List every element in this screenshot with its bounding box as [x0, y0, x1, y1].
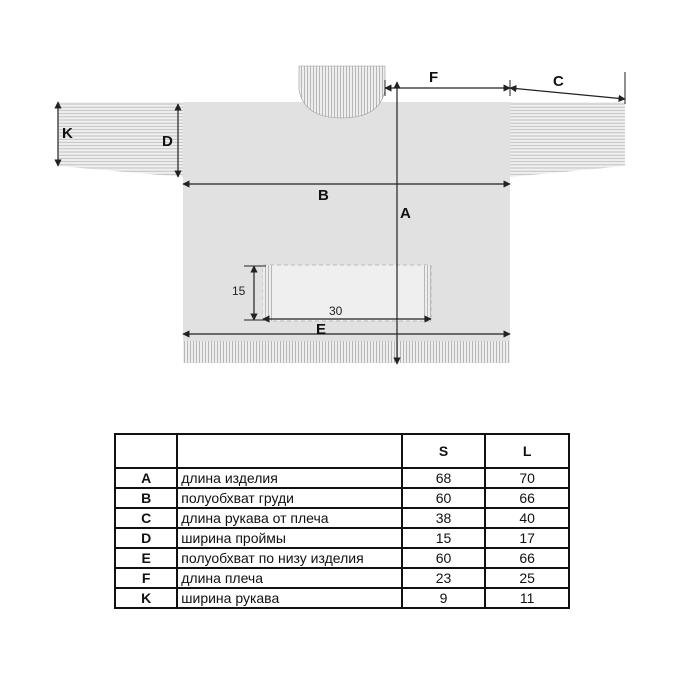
collar-ribbing [299, 66, 385, 118]
label-b: B [318, 187, 329, 204]
header-size-s: S [402, 434, 486, 468]
row-value-l: 66 [485, 548, 569, 568]
table-row [115, 568, 569, 588]
label-d: D [162, 133, 173, 150]
pocket-rib-left [263, 265, 272, 321]
table-row [115, 588, 569, 608]
row-code: B [115, 488, 177, 508]
table-row [115, 488, 569, 508]
row-code: D [115, 528, 177, 548]
row-value-s: 38 [402, 508, 486, 528]
label-f: F [429, 69, 439, 86]
label-c: C [553, 73, 564, 90]
row-name: полуобхват груди [177, 488, 401, 508]
pocket-rib-right [422, 265, 431, 321]
label-e: E [316, 321, 327, 338]
pocket-height-value: 15 [232, 284, 246, 298]
row-name: длина изделия [177, 468, 401, 488]
table-row [115, 468, 569, 488]
header-name-cell [177, 434, 401, 468]
row-value-s: 60 [402, 548, 486, 568]
right-sleeve [510, 102, 625, 177]
size-table [114, 433, 570, 609]
pocket-width-value: 30 [329, 304, 343, 318]
table-header-row [115, 434, 569, 468]
row-code: A [115, 468, 177, 488]
row-value-l: 40 [485, 508, 569, 528]
row-value-l: 11 [485, 588, 569, 608]
row-name: ширина рукава [177, 588, 401, 608]
row-value-l: 25 [485, 568, 569, 588]
pocket [263, 265, 431, 321]
header-size-l: L [485, 434, 569, 468]
table-row [115, 548, 569, 568]
row-code: E [115, 548, 177, 568]
row-value-s: 60 [402, 488, 486, 508]
row-value-s: 68 [402, 468, 486, 488]
row-code: K [115, 588, 177, 608]
row-value-l: 66 [485, 488, 569, 508]
row-value-l: 70 [485, 468, 569, 488]
label-a: A [400, 205, 411, 222]
measure-line-c [510, 88, 625, 99]
row-name: длина плеча [177, 568, 401, 588]
row-name: ширина проймы [177, 528, 401, 548]
row-value-l: 17 [485, 528, 569, 548]
row-code: F [115, 568, 177, 588]
row-name: длина рукава от плеча [177, 508, 401, 528]
row-value-s: 15 [402, 528, 486, 548]
table-row [115, 508, 569, 528]
table-row [115, 528, 569, 548]
row-value-s: 23 [402, 568, 486, 588]
label-k: K [62, 125, 73, 142]
header-code-cell [115, 434, 177, 468]
row-code: C [115, 508, 177, 528]
row-value-s: 9 [402, 588, 486, 608]
hem-ribbing [183, 341, 510, 363]
row-name: полуобхват по низу изделия [177, 548, 401, 568]
